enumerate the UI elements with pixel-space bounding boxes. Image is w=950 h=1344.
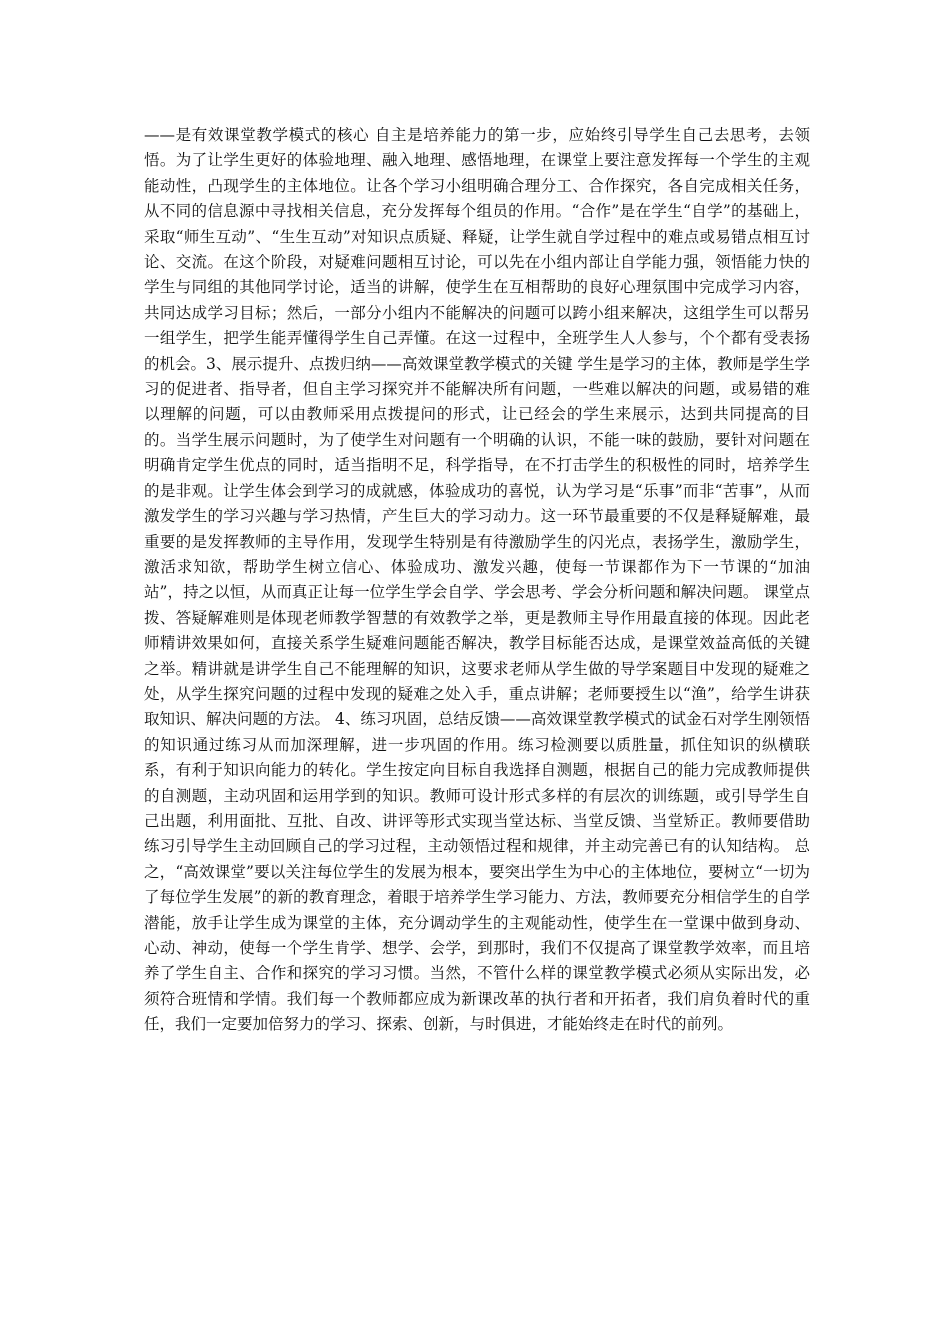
document-body [144, 123, 810, 1038]
body-paragraph: ——是有效课堂教学模式的核心 自主是培养能力的第一步，应始终引导学生自己去思考，去领悟。为了让学生更好的体验地理、融入地理、感悟地理，在课堂上要注意发挥每一个学生的主观能动性，凸现学生的主体地位。让各个学习小组明确合理分工、合作探究，各自完成相关任务，从不同的信息源中寻找相关信息，充分发挥每个组员的作用。“合作”是在学生“自学”的基础上，采取“师生互动”、“生生互动”对知识点质疑、释疑，让学生就自学过程中的难点或易错点相互讨论、交流。在这个阶段，对疑难问题相互讨论，可以先在小组内部让自学能力强，领悟能力快的学生与同组的其他同学讨论，适当的讲解，使学生在互相帮助的良好心理氛围中完成学习内容，共同达成学习目标；然后，一部分小组内不能解决的问题可以跨小组来解决，这组学生可以帮另一组学生，把学生能弄懂得学生自己弄懂。在这一过程中，全班学生人人参与，个个都有受表扬的机会。3、展示提升、点拨归纳——高效课堂教学模式的关键 学生是学习的主体，教师是学生学习的促进者、指导者，但自主学习探究并不能解决所有问题，一些难以解决的问题，或易错的难以理解的问题，可以由教师采用点拨提问的形式，让已经会的学生来展示，达到共同提高的目的。当学生展示问题时，为了使学生对问题有一个明确的认识，不能一味的鼓励，要针对问题在明确肯定学生优点的同时，适当指明不足，科学指导，在不打击学生的积极性的同时，培养学生的是非观。让学生体会到学习的成就感，体验成功的喜悦，认为学习是“乐事”而非“苦事”，从而激发学生的学习兴趣与学习热情，产生巨大的学习动力。这一环节最重要的不仅是释疑解难，最重要的是发挥教师的主导作用，发现学生特别是有待激励学生的闪光点，表扬学生，激励学生，激活求知欲，帮助学生树立信心、体验成功、激发兴趣，使每一节课都作为下一节课的“加油站”，持之以恒，从而真正让每一位学生学会自学、学会思考、学会分析问题和解决问题。 课堂点拨、答疑解难则是体现老师教学智慧的有效教学之举，更是教师主导作用最直接的体现。因此老师精讲效果如何，直接关系学生疑难问题能否解决，教学目标能否达成，是课堂效益高低的关键之举。精讲就是讲学生自己不能理解的知识，这要求老师从学生做的导学案题目中发现的疑难之处，从学生探究问题的过程中发现的疑难之处入手，重点讲解；老师要授生以“渔”，给学生讲获取知识、解决问题的方法。 4、练习巩固，总结反馈——高效课堂教学模式的试金石对学生刚领悟的知识通过练习从而加深理解，进一步巩固的作用。练习检测要以质胜量，抓住知识的纵横联系，有利于知识向能力的转化。学生按定向目标自我选择自测题，根据自己的能力完成教师提供的自测题，主动巩固和运用学到的知识。教师可设计形式多样的有层次的训练题，或引导学生自己出题，利用面批、互批、自改、讲评等形式实现当堂达标、当堂反馈、当堂矫正。教师要借助练习引导学生主动回顾自己的学习过程，主动领悟过程和规律，并主动完善已有的认知结构。 总之，“高效课堂”要以关注每位学生的发展为根本，要突出学生为中心的主体地位，要树立“一切为了每位学生发展”的新的教育理念，着眼于培养学生学习能力、方法，教师要充分相信学生的自学潜能，放手让学生成为课堂的主体，充分调动学生的主观能动性，使学生在一堂课中做到身动、心动、神动，使每一个学生肯学、想学、会学，到那时，我们不仅提高了课堂教学效率，而且培养了学生自主、合作和探究的学习习惯。当然，不管什么样的课堂教学模式必须从实际出发，必须符合班情和学情。我们每一个教师都应成为新课改革的执行者和开拓者，我们肩负着时代的重任，我们一定要加倍努力的学习、探索、创新，与时俱进，才能始终走在时代的前列。 [144, 126, 810, 1034]
